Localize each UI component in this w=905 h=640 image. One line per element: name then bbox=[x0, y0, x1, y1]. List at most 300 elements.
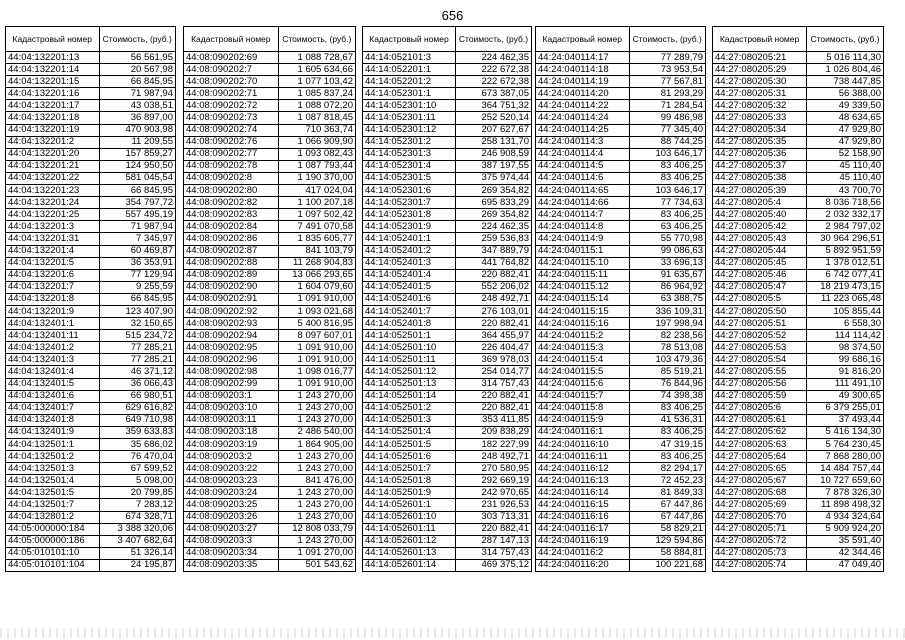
cost-cell: 364 751,32 bbox=[455, 100, 531, 112]
cost-cell: 220 882,41 bbox=[455, 390, 531, 402]
table-row bbox=[6, 100, 176, 112]
cadastral-number-cell: 44:14:052301:10 bbox=[363, 100, 456, 112]
cadastral-number-cell: 44:24:040116:13 bbox=[536, 475, 630, 487]
table-row bbox=[363, 209, 532, 221]
table-row bbox=[536, 402, 706, 414]
cadastral-number-cell: 44:14:052501:5 bbox=[363, 439, 456, 451]
cost-cell: 5 416 134,30 bbox=[807, 426, 884, 438]
cadastral-number-cell: 44:04:132501:2 bbox=[6, 451, 100, 463]
cadastral-number-cell: 44:24:040114:66 bbox=[536, 197, 630, 209]
cost-cell: 220 882,41 bbox=[455, 269, 531, 281]
table-row bbox=[536, 293, 706, 305]
cost-cell: 469 375,12 bbox=[455, 559, 531, 571]
table-row bbox=[363, 100, 532, 112]
cost-cell: 710 363,74 bbox=[278, 124, 355, 136]
table-row bbox=[363, 160, 532, 172]
table-row bbox=[6, 463, 176, 475]
cadastral-number-cell: 44:04:132401:9 bbox=[6, 426, 100, 438]
cost-cell: 71 284,54 bbox=[629, 100, 706, 112]
table-row bbox=[184, 402, 356, 414]
cost-cell: 841 103,79 bbox=[278, 245, 355, 257]
cost-cell: 248 492,71 bbox=[455, 451, 531, 463]
cost-cell: 1 243 270,00 bbox=[278, 451, 355, 463]
cost-cell: 77 567,81 bbox=[629, 76, 706, 88]
cadastral-number-cell: 44:04:132401:8 bbox=[6, 414, 100, 426]
cost-cell: 5 909 924,20 bbox=[807, 523, 884, 535]
cadastral-number-cell: 44:04:132201:22 bbox=[6, 172, 100, 184]
cost-cell: 58 829,21 bbox=[629, 523, 706, 535]
cost-cell: 1 835 605,77 bbox=[278, 233, 355, 245]
cost-cell: 66 845,95 bbox=[99, 293, 176, 305]
table-row bbox=[536, 52, 706, 64]
table-row bbox=[6, 402, 176, 414]
cadastral-number-cell: 44:04:132201:19 bbox=[6, 124, 100, 136]
cadastral-number-cell: 44:27:080205:31 bbox=[713, 88, 807, 100]
cost-cell: 1 091 270,00 bbox=[278, 547, 355, 559]
cadastral-number-cell: 44:08:090203:27 bbox=[184, 523, 279, 535]
cost-cell: 629 616,82 bbox=[99, 402, 176, 414]
cadastral-number-cell: 44:24:040114:19 bbox=[536, 76, 630, 88]
table-row bbox=[6, 64, 176, 76]
cost-cell: 224 462,35 bbox=[455, 52, 531, 64]
cost-cell: 3 407 682,64 bbox=[99, 535, 176, 547]
column-header-cadastral: Кадастровый номер bbox=[536, 27, 630, 52]
cost-cell: 1 243 270,00 bbox=[278, 535, 355, 547]
table-row bbox=[713, 451, 884, 463]
table-row bbox=[363, 318, 532, 330]
cost-cell: 67 447,86 bbox=[629, 511, 706, 523]
cost-cell: 207 627,67 bbox=[455, 124, 531, 136]
table-row bbox=[363, 197, 532, 209]
table-row bbox=[6, 52, 176, 64]
cadastral-number-cell: 44:27:080205:38 bbox=[713, 172, 807, 184]
table-row bbox=[536, 535, 706, 547]
cadastral-number-cell: 44:04:132201:17 bbox=[6, 100, 100, 112]
table-row bbox=[184, 318, 356, 330]
table-row bbox=[363, 64, 532, 76]
table-row bbox=[184, 463, 356, 475]
table-row bbox=[363, 148, 532, 160]
table-row bbox=[6, 511, 176, 523]
cadastral-number-cell: 44:14:052501:12 bbox=[363, 366, 456, 378]
cadastral-number-cell: 44:24:040115:1 bbox=[536, 245, 630, 257]
cadastral-number-cell: 44:24:040116:19 bbox=[536, 535, 630, 547]
header-row bbox=[6, 27, 176, 52]
cadastral-number-cell: 44:27:080205:68 bbox=[713, 487, 807, 499]
cadastral-number-cell: 44:04:132801:2 bbox=[6, 511, 100, 523]
cadastral-number-cell: 44:08:090202:87 bbox=[184, 245, 279, 257]
table-row bbox=[363, 88, 532, 100]
cadastral-number-cell: 44:27:080205:64 bbox=[713, 451, 807, 463]
cost-cell: 738 447,85 bbox=[807, 76, 884, 88]
cost-cell: 11 223 065,48 bbox=[807, 293, 884, 305]
table-row bbox=[713, 475, 884, 487]
cost-cell: 1 093 082,43 bbox=[278, 148, 355, 160]
table-row bbox=[536, 197, 706, 209]
cost-cell: 1 243 270,00 bbox=[278, 499, 355, 511]
cost-cell: 1 087 793,44 bbox=[278, 160, 355, 172]
table-row bbox=[536, 160, 706, 172]
cost-cell: 1 093 021,68 bbox=[278, 305, 355, 317]
cost-cell: 71 987,94 bbox=[99, 221, 176, 233]
table-row bbox=[713, 354, 884, 366]
column-header-cost: Стоимость, (руб.) bbox=[278, 27, 355, 52]
header-row bbox=[536, 27, 706, 52]
cadastral-number-cell: 44:27:080205:51 bbox=[713, 318, 807, 330]
cost-cell: 276 103,01 bbox=[455, 305, 531, 317]
cost-cell: 5 098,00 bbox=[99, 475, 176, 487]
cost-cell: 98 374,50 bbox=[807, 342, 884, 354]
table-row bbox=[713, 281, 884, 293]
table-row bbox=[363, 487, 532, 499]
cadastral-number-cell: 44:04:132201:21 bbox=[6, 160, 100, 172]
cadastral-number-cell: 44:04:132401:6 bbox=[6, 390, 100, 402]
table-row bbox=[363, 233, 532, 245]
cadastral-number-cell: 44:04:132201:5 bbox=[6, 257, 100, 269]
table-row bbox=[6, 366, 176, 378]
table-row bbox=[184, 535, 356, 547]
cadastral-number-cell: 44:14:052301:3 bbox=[363, 148, 456, 160]
cadastral-number-cell: 44:04:132401:1 bbox=[6, 318, 100, 330]
cadastral-number-cell: 44:24:040114:6 bbox=[536, 172, 630, 184]
cost-cell: 7 345,97 bbox=[99, 233, 176, 245]
cadastral-number-cell: 44:08:090203:19 bbox=[184, 439, 279, 451]
table-row bbox=[713, 378, 884, 390]
cadastral-number-cell: 44:14:052301:7 bbox=[363, 197, 456, 209]
table-row bbox=[6, 245, 176, 257]
cost-cell: 47 929,80 bbox=[807, 124, 884, 136]
cost-cell: 5 764 230,45 bbox=[807, 439, 884, 451]
cadastral-number-cell: 44:14:052501:7 bbox=[363, 463, 456, 475]
cadastral-number-cell: 44:14:052501:11 bbox=[363, 354, 456, 366]
cadastral-number-cell: 44:27:080205:42 bbox=[713, 221, 807, 233]
cadastral-number-cell: 44:14:052301:2 bbox=[363, 136, 456, 148]
cadastral-number-cell: 44:04:132401:2 bbox=[6, 342, 100, 354]
cost-cell: 1 864 905,00 bbox=[278, 439, 355, 451]
table-row bbox=[184, 233, 356, 245]
table-row bbox=[713, 366, 884, 378]
cadastral-number-cell: 44:24:040115:7 bbox=[536, 390, 630, 402]
cost-cell: 20 567,98 bbox=[99, 64, 176, 76]
cadastral-number-cell: 44:14:052301:12 bbox=[363, 124, 456, 136]
table-row bbox=[536, 148, 706, 160]
table-row bbox=[184, 342, 356, 354]
table-row bbox=[6, 439, 176, 451]
cadastral-number-cell: 44:08:090202:90 bbox=[184, 281, 279, 293]
cadastral-number-cell: 44:27:080205:21 bbox=[713, 52, 807, 64]
cadastral-number-cell: 44:08:090203:34 bbox=[184, 547, 279, 559]
registry-table-5 bbox=[712, 26, 884, 572]
table-row bbox=[713, 64, 884, 76]
cost-cell: 63 388,75 bbox=[629, 293, 706, 305]
cost-cell: 58 884,81 bbox=[629, 547, 706, 559]
table-row bbox=[184, 76, 356, 88]
cadastral-number-cell: 44:08:090203:26 bbox=[184, 511, 279, 523]
cost-cell: 1 604 079,60 bbox=[278, 281, 355, 293]
table-row bbox=[536, 354, 706, 366]
table-row bbox=[363, 451, 532, 463]
cadastral-number-cell: 44:14:052201:2 bbox=[363, 76, 456, 88]
cost-cell: 20 799,85 bbox=[99, 487, 176, 499]
cost-cell: 66 845,95 bbox=[99, 185, 176, 197]
cadastral-number-cell: 44:24:040115:6 bbox=[536, 378, 630, 390]
cadastral-number-cell: 44:14:052401:1 bbox=[363, 233, 456, 245]
table-row bbox=[6, 547, 176, 559]
cost-cell: 557 495,19 bbox=[99, 209, 176, 221]
cost-cell: 1 088 728,67 bbox=[278, 52, 355, 64]
cost-cell: 6 742 077,41 bbox=[807, 269, 884, 281]
cadastral-number-cell: 44:24:040116:1 bbox=[536, 426, 630, 438]
table-row bbox=[184, 124, 356, 136]
cadastral-number-cell: 44:04:132501:3 bbox=[6, 463, 100, 475]
cadastral-number-cell: 44:24:040116:2 bbox=[536, 547, 630, 559]
table-row bbox=[184, 439, 356, 451]
table-row bbox=[184, 185, 356, 197]
cost-cell: 86 964,92 bbox=[629, 281, 706, 293]
cadastral-number-cell: 44:24:040115:16 bbox=[536, 318, 630, 330]
column-header-cost: Стоимость, (руб.) bbox=[99, 27, 176, 52]
cost-cell: 33 696,13 bbox=[629, 257, 706, 269]
cadastral-number-cell: 44:14:052601:12 bbox=[363, 535, 456, 547]
cadastral-number-cell: 44:04:132201:8 bbox=[6, 293, 100, 305]
cost-cell: 220 882,41 bbox=[455, 523, 531, 535]
cadastral-number-cell: 44:08:090203:11 bbox=[184, 414, 279, 426]
cost-cell: 91 816,20 bbox=[807, 366, 884, 378]
cost-cell: 56 561,95 bbox=[99, 52, 176, 64]
header-row bbox=[713, 27, 884, 52]
cadastral-number-cell: 44:27:080205:59 bbox=[713, 390, 807, 402]
cadastral-number-cell: 44:14:052501:14 bbox=[363, 390, 456, 402]
cadastral-number-cell: 44:14:052601:13 bbox=[363, 547, 456, 559]
table-row bbox=[536, 439, 706, 451]
table-row bbox=[536, 305, 706, 317]
table-row bbox=[184, 547, 356, 559]
table-row bbox=[184, 64, 356, 76]
table-row bbox=[713, 414, 884, 426]
table-row bbox=[363, 76, 532, 88]
cadastral-number-cell: 44:08:090202:73 bbox=[184, 112, 279, 124]
table-row bbox=[6, 185, 176, 197]
cadastral-number-cell: 44:14:052601:10 bbox=[363, 511, 456, 523]
cost-cell: 336 109,31 bbox=[629, 305, 706, 317]
cost-cell: 55 770,98 bbox=[629, 233, 706, 245]
cadastral-number-cell: 44:27:080205:67 bbox=[713, 475, 807, 487]
cost-cell: 77 285,21 bbox=[99, 342, 176, 354]
cost-cell: 1 243 270,00 bbox=[278, 463, 355, 475]
cadastral-number-cell: 44:27:080205:40 bbox=[713, 209, 807, 221]
cost-cell: 1 026 804,46 bbox=[807, 64, 884, 76]
table-row bbox=[713, 269, 884, 281]
cost-cell: 77 345,40 bbox=[629, 124, 706, 136]
column-header-cost: Стоимость, (руб.) bbox=[455, 27, 531, 52]
cadastral-number-cell: 44:08:090202:7 bbox=[184, 64, 279, 76]
cost-cell: 242 970,65 bbox=[455, 487, 531, 499]
cost-cell: 83 406,25 bbox=[629, 426, 706, 438]
cost-cell: 67 447,86 bbox=[629, 499, 706, 511]
cadastral-number-cell: 44:27:080205:35 bbox=[713, 136, 807, 148]
cadastral-number-cell: 44:24:040114:7 bbox=[536, 209, 630, 221]
cadastral-number-cell: 44:27:080205:37 bbox=[713, 160, 807, 172]
cost-cell: 3 388 320,06 bbox=[99, 523, 176, 535]
table-row bbox=[184, 245, 356, 257]
cost-cell: 99 486,98 bbox=[629, 112, 706, 124]
cadastral-number-cell: 44:27:080205:61 bbox=[713, 414, 807, 426]
cadastral-number-cell: 44:08:090202:98 bbox=[184, 366, 279, 378]
table-row bbox=[536, 511, 706, 523]
cadastral-number-cell: 44:14:052501:4 bbox=[363, 426, 456, 438]
cost-cell: 66 980,51 bbox=[99, 390, 176, 402]
cadastral-number-cell: 44:08:090203:24 bbox=[184, 487, 279, 499]
cadastral-number-cell: 44:24:040116:12 bbox=[536, 463, 630, 475]
table-row bbox=[6, 257, 176, 269]
cost-cell: 103 646,17 bbox=[629, 148, 706, 160]
table-row bbox=[184, 559, 356, 571]
table-row bbox=[6, 487, 176, 499]
table-row bbox=[536, 499, 706, 511]
table-row bbox=[536, 233, 706, 245]
table-row bbox=[536, 547, 706, 559]
cost-cell: 91 635,67 bbox=[629, 269, 706, 281]
table-row bbox=[6, 88, 176, 100]
table-row bbox=[713, 88, 884, 100]
cadastral-number-cell: 44:24:040116:15 bbox=[536, 499, 630, 511]
cadastral-number-cell: 44:08:090203:18 bbox=[184, 426, 279, 438]
cadastral-number-cell: 44:04:132201:23 bbox=[6, 185, 100, 197]
table-row bbox=[6, 414, 176, 426]
cost-cell: 24 195,87 bbox=[99, 559, 176, 571]
table-row bbox=[536, 76, 706, 88]
table-row bbox=[536, 88, 706, 100]
cadastral-number-cell: 44:04:132201:2 bbox=[6, 136, 100, 148]
table-row bbox=[6, 269, 176, 281]
table-row bbox=[536, 221, 706, 233]
cadastral-number-cell: 44:27:080205:6 bbox=[713, 402, 807, 414]
cadastral-number-cell: 44:27:080205:72 bbox=[713, 535, 807, 547]
cost-cell: 1 077 103,42 bbox=[278, 76, 355, 88]
cost-cell: 1 091 910,00 bbox=[278, 354, 355, 366]
column-header-cadastral: Кадастровый номер bbox=[184, 27, 279, 52]
cost-cell: 14 484 757,44 bbox=[807, 463, 884, 475]
cost-cell: 99 086,63 bbox=[629, 245, 706, 257]
cadastral-number-cell: 44:27:080205:36 bbox=[713, 148, 807, 160]
cost-cell: 52 158,90 bbox=[807, 148, 884, 160]
cost-cell: 2 486 540,00 bbox=[278, 426, 355, 438]
table-row bbox=[184, 136, 356, 148]
table-row bbox=[363, 221, 532, 233]
cadastral-number-cell: 44:14:052301:8 bbox=[363, 209, 456, 221]
table-row bbox=[713, 221, 884, 233]
cost-cell: 18 219 473,15 bbox=[807, 281, 884, 293]
table-row bbox=[536, 269, 706, 281]
cost-cell: 83 406,25 bbox=[629, 172, 706, 184]
page-number: 656 bbox=[441, 8, 464, 23]
cost-cell: 129 594,86 bbox=[629, 535, 706, 547]
cost-cell: 1 091 910,00 bbox=[278, 378, 355, 390]
table-row bbox=[184, 475, 356, 487]
table-row bbox=[363, 390, 532, 402]
cost-cell: 1 091 910,00 bbox=[278, 342, 355, 354]
cost-cell: 314 757,43 bbox=[455, 547, 531, 559]
table-row bbox=[713, 439, 884, 451]
cadastral-number-cell: 44:04:132501:5 bbox=[6, 487, 100, 499]
table-row bbox=[6, 559, 176, 571]
cost-cell: 77 734,63 bbox=[629, 197, 706, 209]
table-row bbox=[184, 451, 356, 463]
cost-cell: 347 889,79 bbox=[455, 245, 531, 257]
table-row bbox=[6, 523, 176, 535]
column-header-cost: Стоимость, (руб.) bbox=[629, 27, 706, 52]
table-row bbox=[713, 342, 884, 354]
cadastral-number-cell: 44:24:040115:4 bbox=[536, 354, 630, 366]
cost-cell: 43 700,70 bbox=[807, 185, 884, 197]
cadastral-number-cell: 44:14:052101:3 bbox=[363, 52, 456, 64]
table-row bbox=[363, 124, 532, 136]
cost-cell: 248 492,71 bbox=[455, 293, 531, 305]
cadastral-number-cell: 44:04:132401:4 bbox=[6, 366, 100, 378]
cadastral-number-cell: 44:04:132201:18 bbox=[6, 112, 100, 124]
cadastral-number-cell: 44:04:132401:3 bbox=[6, 354, 100, 366]
table-row bbox=[713, 305, 884, 317]
table-row bbox=[713, 160, 884, 172]
cost-cell: 246 908,59 bbox=[455, 148, 531, 160]
cadastral-number-cell: 44:08:090202:71 bbox=[184, 88, 279, 100]
cadastral-number-cell: 44:27:080205:4 bbox=[713, 197, 807, 209]
cost-cell: 1 243 270,00 bbox=[278, 390, 355, 402]
cost-cell: 114 114,42 bbox=[807, 330, 884, 342]
table-row bbox=[6, 330, 176, 342]
cadastral-number-cell: 44:24:040116:17 bbox=[536, 523, 630, 535]
cadastral-number-cell: 44:24:040114:4 bbox=[536, 148, 630, 160]
table-row bbox=[536, 414, 706, 426]
cost-cell: 1 100 207,18 bbox=[278, 197, 355, 209]
cost-cell: 226 404,47 bbox=[455, 342, 531, 354]
table-row bbox=[363, 354, 532, 366]
table-row bbox=[536, 475, 706, 487]
cadastral-number-cell: 44:27:080205:32 bbox=[713, 100, 807, 112]
table-row bbox=[536, 100, 706, 112]
cadastral-number-cell: 44:14:052501:6 bbox=[363, 451, 456, 463]
cadastral-number-cell: 44:14:052501:2 bbox=[363, 402, 456, 414]
table-row bbox=[363, 281, 532, 293]
table-row bbox=[536, 209, 706, 221]
cadastral-number-cell: 44:08:090202:92 bbox=[184, 305, 279, 317]
cadastral-number-cell: 44:08:090202:93 bbox=[184, 318, 279, 330]
table-row bbox=[363, 136, 532, 148]
table-row bbox=[184, 487, 356, 499]
cost-cell: 209 838,29 bbox=[455, 426, 531, 438]
cost-cell: 36 066,43 bbox=[99, 378, 176, 390]
cadastral-number-cell: 44:24:040114:20 bbox=[536, 88, 630, 100]
table-row bbox=[536, 281, 706, 293]
cadastral-number-cell: 44:24:040116:10 bbox=[536, 439, 630, 451]
table-row bbox=[184, 209, 356, 221]
cost-cell: 123 407,90 bbox=[99, 305, 176, 317]
cost-cell: 182 227,99 bbox=[455, 439, 531, 451]
cost-cell: 303 713,31 bbox=[455, 511, 531, 523]
table-row bbox=[536, 378, 706, 390]
cost-cell: 77 289,79 bbox=[629, 52, 706, 64]
cadastral-number-cell: 44:27:080205:5 bbox=[713, 293, 807, 305]
cost-cell: 83 406,25 bbox=[629, 209, 706, 221]
cadastral-number-cell: 44:08:090202:78 bbox=[184, 160, 279, 172]
cost-cell: 254 014,77 bbox=[455, 366, 531, 378]
cost-cell: 2 984 797,02 bbox=[807, 221, 884, 233]
table-row bbox=[536, 451, 706, 463]
table-row bbox=[713, 124, 884, 136]
cost-cell: 269 354,82 bbox=[455, 185, 531, 197]
table-row bbox=[184, 221, 356, 233]
cost-cell: 841 476,00 bbox=[278, 475, 355, 487]
